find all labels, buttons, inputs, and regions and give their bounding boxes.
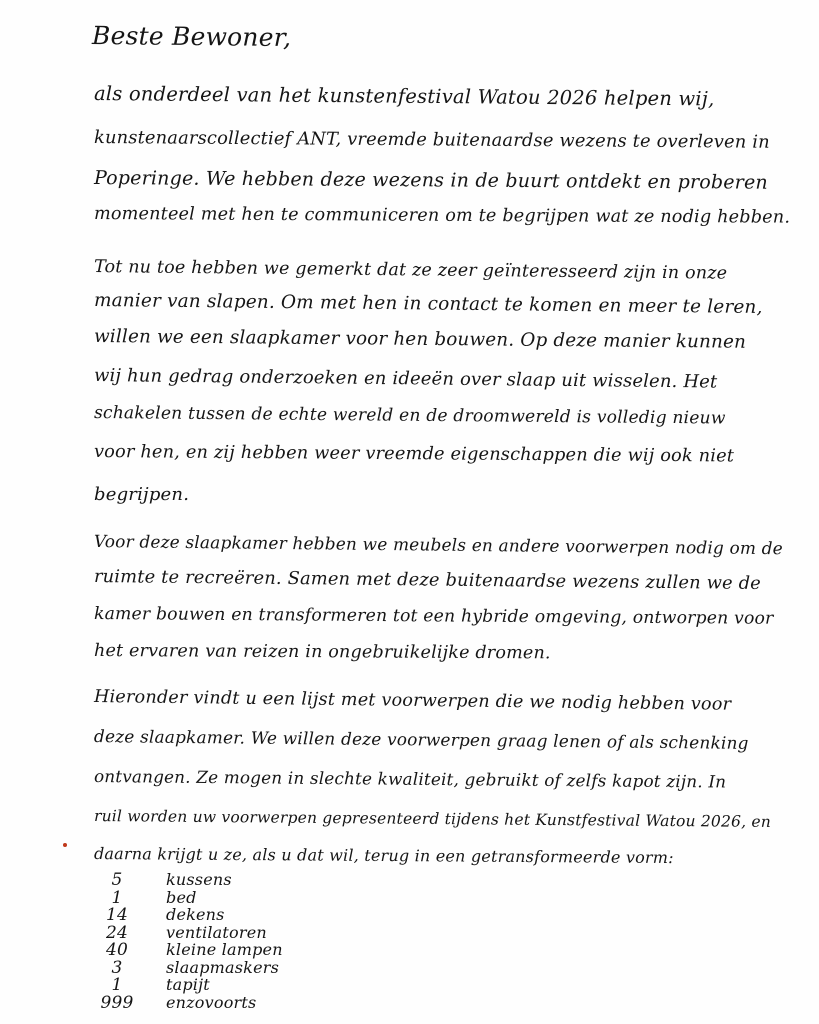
item-quantity: 3 [111,957,123,978]
letter-line: manier van slapen. Om met hen in contact te komen en meer te leren, [93,290,763,319]
letter-line: schakelen tussen de echte wereld en de droomwereld is volledig nieuw [93,403,726,429]
item-name: kleine lampen [166,940,283,959]
item-name: dekens [166,905,225,924]
letter-line: momenteel met hen te communiceren om te begrijpen wat ze nodig hebben. [93,204,791,228]
item-list [96,870,356,1013]
item-name: tapijt [166,975,210,994]
letter-line: wij hun gedrag onderzoeken en ideeën over slaap uit wisselen. Het [93,365,718,393]
letter-line: ruimte te recreëren. Samen met deze buitenaardse wezens zullen we de [93,566,762,594]
list-item [96,993,356,1011]
item-quantity: 1 [111,887,123,908]
letter-line: Voor deze slaapkamer hebben we meubels en andere voorwerpen nodig om de [93,531,784,559]
letter-line: begrijpen. [94,484,190,505]
letter-line: kamer bouwen en transformeren tot een hybride omgeving, ontworpen voor [93,604,774,629]
ink-mark [63,843,67,847]
list-item [96,923,356,941]
letter-line: Hieronder vindt u een lijst met voorwerpen die we nodig hebben voor [93,687,732,715]
letter-line: deze slaapkamer. We willen deze voorwerpen graag lenen of als schenking [93,726,749,753]
letter-line: ruil worden uw voorwerpen gepresenteerd tijdens het Kunstfestival Watou 2026, en [93,807,772,831]
list-item [96,958,356,976]
letter-line: kunstenaarscollectief ANT, vreemde buitenaardse wezens te overleven in [93,127,770,153]
letter-line: Tot nu toe hebben we gemerkt dat ze zeer geïnteresseerd zijn in onze [93,257,728,284]
item-name: slaapmaskers [166,957,279,977]
letter-line: ontvangen. Ze mogen in slechte kwaliteit, gebruikt of zelfs kapot zijn. In [93,766,727,792]
item-quantity: 24 [105,922,129,943]
item-quantity: 40 [105,940,129,960]
letter-line: voor hen, en zij hebben weer vreemde eigenschappen die wij ook niet [93,442,735,467]
item-quantity: 1 [111,975,123,995]
item-name: bed [166,887,197,907]
letter-line: daarna krijgt u ze, als u dat wil, terug in een getransformeerde vorm: [93,844,674,868]
list-item [96,888,356,906]
list-item [96,975,356,993]
letter-line: het ervaren van reizen in ongebruikelijke dromen. [93,641,551,664]
letter-line: als onderdeel van het kunstenfestival Watou 2026 helpen wij, [93,82,715,111]
item-name: enzovoorts [166,992,257,1012]
item-name: kussens [166,870,232,889]
item-quantity: 5 [111,870,123,890]
letter-line: willen we een slaapkamer voor hen bouwen. Op deze manier kunnen [93,326,747,353]
letter-line: Poperinge. We hebben deze wezens in de buurt ontdekt en proberen [93,167,768,194]
letter-greeting: Beste Bewoner, [91,20,292,53]
list-item [96,870,356,888]
item-quantity: 14 [105,905,129,925]
item-name: ventilatoren [166,922,267,942]
list-item [96,905,356,923]
item-quantity: 999 [100,992,134,1013]
list-item [96,940,356,958]
